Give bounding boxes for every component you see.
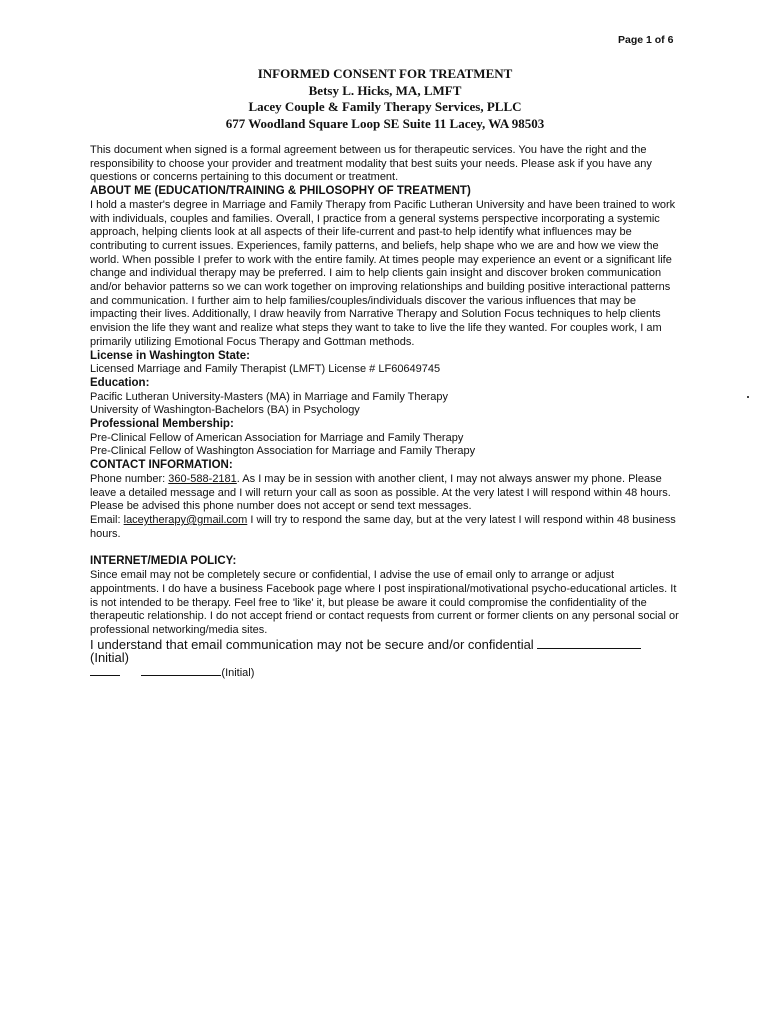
document-body [90,144,680,681]
license-heading: License in Washington State: [90,349,250,362]
education-item: University of Washington-Bachelors (BA) in Psychology [90,404,360,417]
about-heading: ABOUT ME (EDUCATION/TRAINING & PHILOSOPHY OF TREATMENT) [90,185,471,198]
practice-name: Lacey Couple & Family Therapy Services, PLLC [248,99,522,114]
contact-heading: CONTACT INFORMATION: [90,459,233,472]
practice-address: 677 Woodland Square Loop SE Suite 11 Lacey, WA 98503 [225,115,545,131]
internet-heading: INTERNET/MEDIA POLICY: [90,555,237,568]
initial-label-1: (Initial) [90,650,130,666]
acknowledge-line [90,638,680,665]
section-spacer [90,541,680,555]
education-item: Pacific Lutheran University-Masters (MA) in Marriage and Family Therapy [90,390,449,403]
phone-paragraph [90,473,680,514]
license-text: Licensed Marriage and Family Therapist (LMFT) License # LF60649745 [90,363,441,376]
internet-paragraph: Since email may not be completely secure or confidential, I advise the use of email only to arrange or adjust appointments. I do have a business Facebook page where I post inspirational/motivational psycho-educational articles. It is not intended to be therapy. Feel free to 'like' it, but please be aware it could compromise the confidentiality of the therapeutic relationship. I do not accept friend or contact requests from current or former clients on any personal social or professional networking/media sites. [90,569,679,636]
document-title: INFORMED CONSENT FOR TREATMENT [257,66,513,81]
initial-field-2a[interactable] [90,665,120,676]
email-link[interactable]: laceytherapy@gmail.com [123,513,248,526]
page-number: Page 1 of 6 [618,34,674,46]
membership-item: Pre-Clinical Fellow of American Association for Marriage and Family Therapy [90,431,464,444]
initial-label-2: (Initial) [221,667,255,680]
about-paragraph: I hold a master's degree in Marriage and Family Therapy from Pacific Lutheran University and have been trained to work with individuals, couples and families. Overall, I practice from a general systems perspective incorporating a systemic approach, helping clients look at all aspects of their life-current and past-to help identify what influences may be contributing to current issues. Experiences, family patterns, and beliefs, help shape who we are and how we view the world. When possible I prefer to work with the entire family. At times people may experience an event or a significant life change and individual therapy may be preferred. I aim to help clients gain insight and discover broken communication and/or behavior patterns so we can work together on improving relationships and building positive interactional patterns and communication. I further aim to help families/couples/individuals discover the various influences that may be impacting their lives. Additionally, I draw heavily from Narrative Therapy and Solution Focus techniques to help clients envision the life they want and realize what steps they want to take to live the life they wanted. For couples work, I am primarily utilizing Emotional Focus Therapy and Gottman methods. [90,198,676,348]
scan-speck [747,396,749,398]
phone-label: Phone number: [90,472,166,485]
education-heading: Education: [90,376,150,389]
membership-heading: Professional Membership: [90,418,234,431]
email-text: I will try to respond the same day, but at the very latest I will respond within 48 business hours. [90,513,676,540]
initial-field-1[interactable] [537,638,641,649]
phone-link[interactable]: 360-588-2181 [168,472,237,485]
intro-paragraph: This document when signed is a formal agreement between us for therapeutic services. You have the right and the responsibility to choose your provider and treatment modality that best suits your needs. Please ask if you have any questions or concerns pertaining to this document or treatment. [90,144,652,184]
initial-field-2b[interactable] [141,665,221,676]
membership-item: Pre-Clinical Fellow of Washington Association for Marriage and Family Therapy [90,445,476,458]
email-paragraph [90,514,680,541]
provider-name: Betsy L. Hicks, MA, LMFT [308,82,462,98]
second-initial-line [90,665,680,681]
acknowledge-text: I understand that email communication may not be secure and/or confidential [90,636,534,652]
document-header [90,66,680,132]
email-label: Email: [90,513,121,526]
phone-text: . As I may be in session with another client, I may not always answer my phone. Please leave a detailed message and I will return your call as soon as possible. At the very latest I will respond within 48 hours. Please be advised this phone number does not accept or send text messages. [90,472,671,513]
